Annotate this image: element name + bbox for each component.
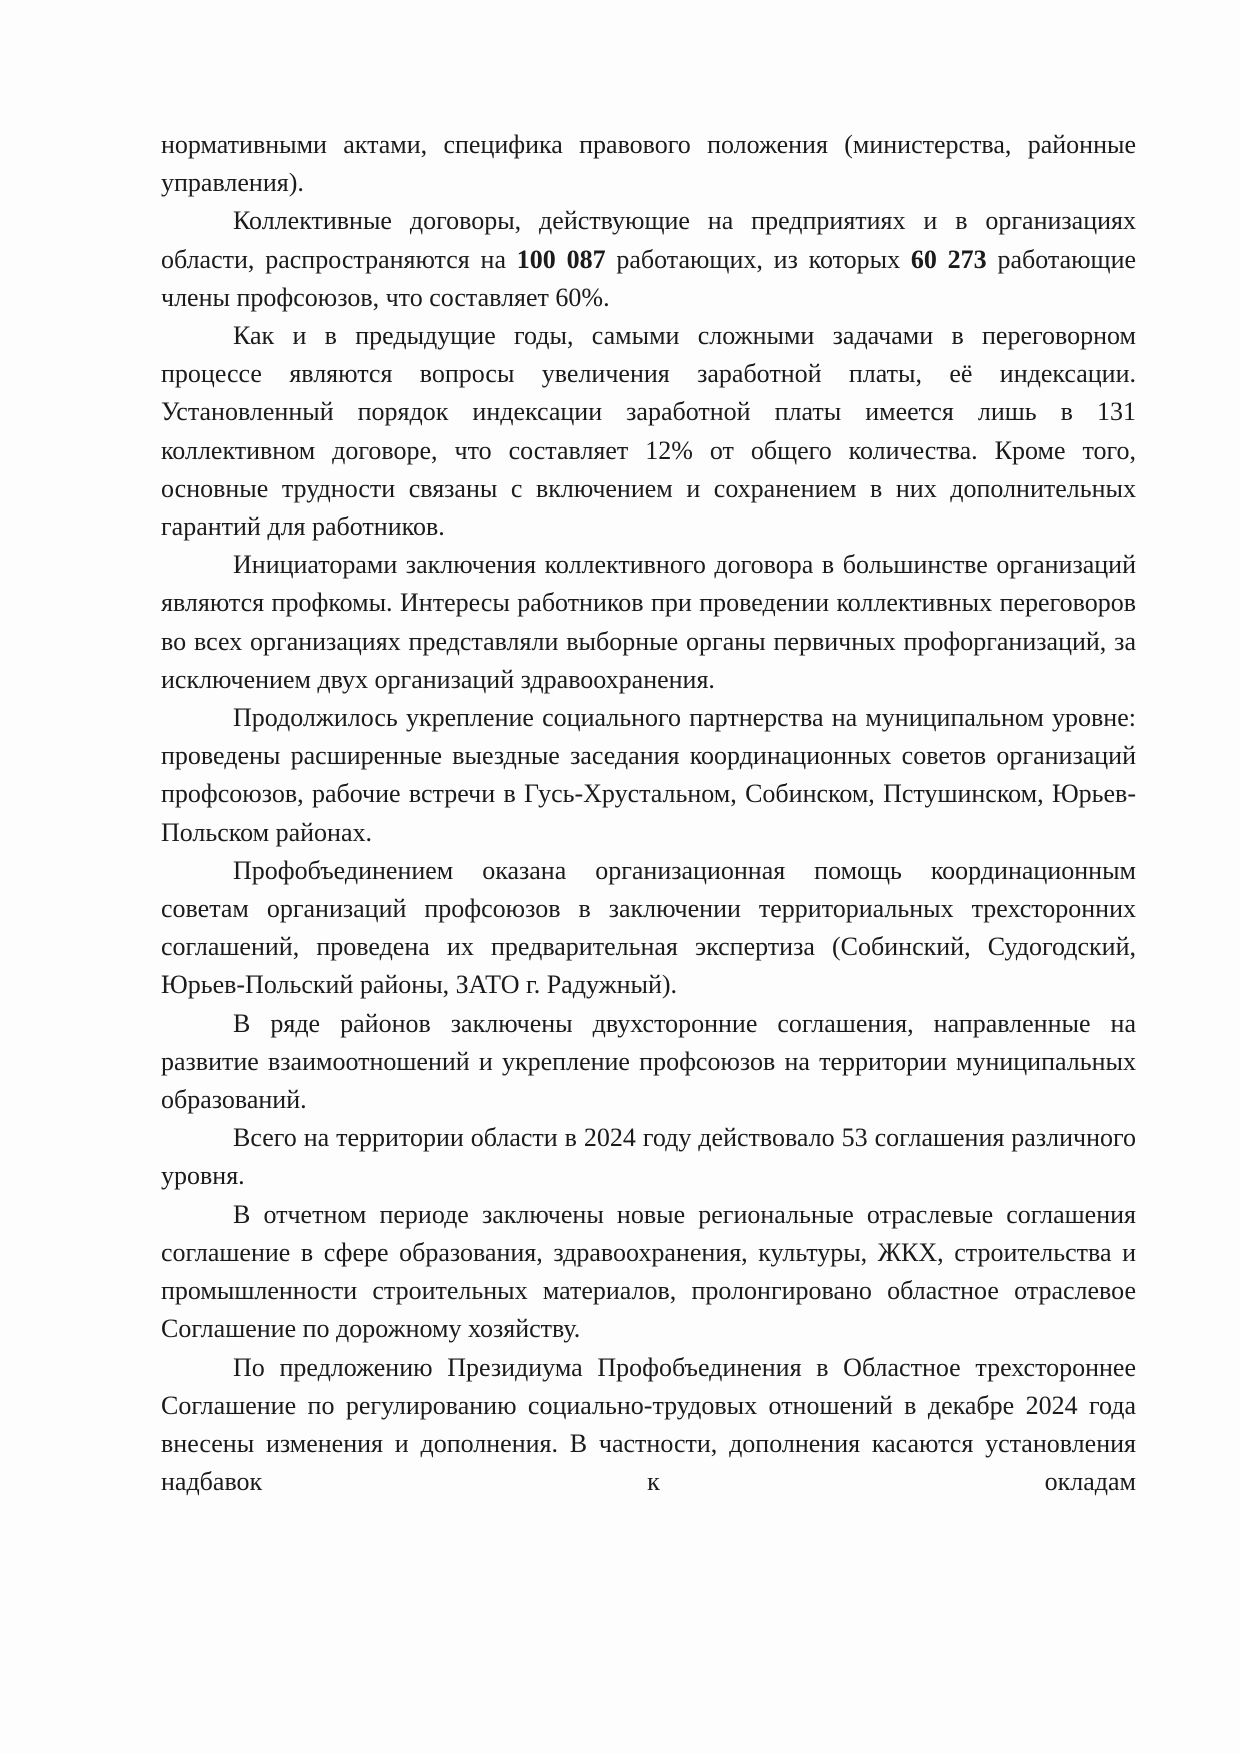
paragraph-presidium-proposal: [161, 1349, 1136, 1502]
paragraph-text: Инициаторами заключения коллективного договора в большинстве организаций являются профкомы. Интересы работников при проведении коллективных переговоров во всех организациях представляли выборные органы первичных профорганизаций, за исключением двух организаций здравоохранения.: [161, 550, 1136, 694]
paragraph-text: работающие члены профсоюзов, что составляет 60%.: [161, 244, 1137, 312]
paragraph-text: В отчетном периоде заключены новые региональные отраслевые соглашения соглашение в сфере образования, здравоохранения, культуры, ЖКХ, строительства и промышленности строительных материалов, пролонгировано областное отраслевое Соглашение по дорожному хозяйству.: [161, 1199, 1136, 1344]
bold-number: 60 273: [910, 244, 987, 274]
paragraph-organizational-help: [161, 852, 1136, 1005]
paragraph-text: Продолжилось укрепление социального партнерства на муниципальном уровне: проведены расширенные выездные заседания координационных советов организаций профсоюзов, рабочие встречи в Гусь-Хрустальном, Собинском, Пстушинском, Юрьев-Польском районах.: [161, 703, 1136, 847]
paragraph-negotiation-issues: [161, 317, 1136, 546]
paragraph-municipal-partnership: [161, 699, 1136, 852]
paragraph-text: Как и в предыдущие годы, самыми сложными задачами в переговорном процессе являются вопросы увеличения заработной платы, её индексации. Установленный порядок индексации заработной платы имеется лишь в 131 коллективном договоре, что составляет 12% от общего количества. Кроме того, основные трудности связаны с включением и сохранением в них дополнительных гарантий для работников.: [161, 321, 1136, 542]
paragraph-continuation: [161, 126, 1136, 202]
paragraph-bilateral-agreements: [161, 1005, 1136, 1120]
paragraph-text: Профобъединением оказана организационная помощь координационным советам организаций профсоюзов в заключении территориальных трехсторонних соглашений, проведена их предварительная экспертиза (Собинский, Судогодский, Юрьев-Польский районы, ЗАТО г. Радужный).: [161, 855, 1136, 1000]
paragraph-collective-agreements: [161, 202, 1136, 317]
paragraph-text: работающих, из которых: [605, 244, 911, 274]
paragraph-total-agreements: [161, 1119, 1136, 1195]
paragraph-initiators: [161, 546, 1136, 699]
bold-number: 100 087: [516, 244, 606, 274]
paragraph-text: Всего на территории области в 2024 году действовало 53 соглашения различного уровня.: [161, 1123, 1136, 1191]
paragraph-text: В ряде районов заключены двухсторонние соглашения, направленные на развитие взаимоотношений и укрепление профсоюзов на территории муниципальных образований.: [161, 1008, 1136, 1115]
paragraph-text: нормативными актами, специфика правового положения (министерства, районные управления).: [161, 130, 1136, 198]
paragraph-text: По предложению Президиума Профобъединения в Областное трехстороннее Соглашение по регулированию социально-трудовых отношений в декабре 2024 года внесены изменения и дополнения. В частности, дополнения касаются установления надбавок к окладам: [161, 1352, 1136, 1497]
document-body: [161, 126, 1136, 1501]
paragraph-regional-agreements: [161, 1196, 1136, 1349]
paragraph-text: Коллективные договоры, действующие на предприятиях и в организациях области, распространяются на: [161, 206, 1136, 274]
